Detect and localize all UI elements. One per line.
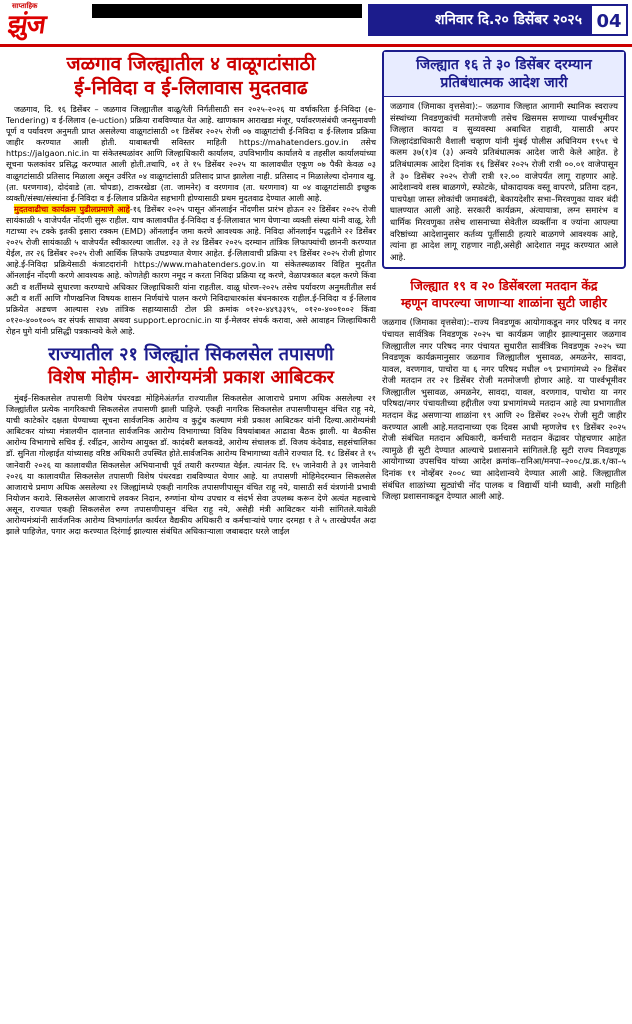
article1-para2 — [6, 204, 376, 337]
article3-para: जळगाव (जिमाका वृत्तसेवा):– जळगाव जिल्हात आगामी स्थानिक स्वराज्य संस्थांच्या निवडणुकांची मतमोजणी तसेच खिसमस सणाच्या पार्श्वभूमीवर जिल्हात कायदा व सुव्यवस्था अबाधित राहावी, यासाठी अपर जिल्हादंडाधिकारी वैशाली चव्हाण यांनी मुंबई पोलीस अधिनियम १९५१ चे कलम ३७(१)व (३) अन्वये प्रतिबंधात्मक आदेश जारी केले आहेत. हे प्रतिबंधात्मक आदेश दिनांक १६ डिसेंबर २०२५ रोजी रात्री ००.०१ वाजेपासून ते ३० डिसेंबर २०२५ रोजी रात्री १२.०० वाजेपर्यंत लागू राहणार आहे. आदेशान्वये शस्त्र बाळगणे, स्फोटके, धोकादायक वस्तू वापरणे, प्रतिमा दहन, पाचपेक्षा जास्त लोकांची जमावबंदी, बेकायदेशीर सभा–मिरवणुका यावर बंदी घालण्यात आली आहे. सरकारी कार्यक्रम, अंत्यायात्रा, लग्न समारंभ व धार्मिक मिरवणुका तसेच शासनाच्या सेवेतील व्यक्तींना व ज्यांना आपल्या वरिष्ठांच्या आदेशानुसार कर्तव्य पूर्तीसाठी हत्यारे बाळगणे आवश्यक आहे, त्यांना हा आदेश लागू राहणार नाही,असेही आदेशात नमूद करण्यात आले आहे. — [390, 101, 618, 262]
article4-headline — [382, 277, 626, 311]
article3-title — [384, 52, 624, 97]
masthead-tagline: साप्ताहिक — [12, 2, 38, 10]
issue-date: शनिवार दि.२० डिसेंबर २०२५ — [368, 4, 590, 36]
article1-headline-line2: ई-निविदा व ई-लिलावास मुदतवाढ — [74, 77, 308, 99]
article4-para: जळगाव (जिमाका वृत्तसेवा):–राज्य निवडणूक आयोगाकडून नगर परिषद व नगर पंचायत सार्वत्रिक निवडणूक २०२५ चा कार्यक्रम जाहीर झाल्यानुसार जळगाव जिल्ह्यातील नगर परिषद नगर पंचायत सुधारीत सार्वत्रिक निवडणूक २०२५ च्या निवडणूक कार्यक्रमानुसार जळगाव जिल्ह्यातील भुसावळ, अमळनेर, सावदा, यावल, वरणगाव, पाचोरा या ६ नगर परिषद मधील ०९ प्रभागांमध्ये २० डिसेंबर रोजी मतदान तर २१ डिसेंबर रोजी मतमोजणी होणार आहे. या पार्श्वभूमीवर जिल्ह्यातील भुसावळ, अमळनेर, सावदा, यावल, वरणगाव, पाचोरा या नगर परिषदा/नगर पंचायतीच्या हद्दीतील ज्या प्रभागांमध्ये मतदान आहे त्या प्रभागातील मतदान केंद्र असणाऱ्या शाळांना १९ आणि २० डिसेंबर २०२५ रोजी सुटी जाहीर करण्यात आली आहे.मतदानाच्या एक दिवस आधी म्हणजेच १९ डिसेंबर २०२५ रोजी संबंधित मतदान अधिकारी, कर्मचारी मतदान केंद्रावर पोहचणार आहेत त्यामुळे ही सुटी देण्यात आल्याचे प्रशासनाने सांगितले.हि सुटी राज्य निवडणूक आयोगाच्या उपसचिव यांच्या आदेश क्रमांक–रानिआ/मनपा–२००८/प्र.क्र.१/का–५ दिनांक ११ नोव्हेंबर २००८ च्या आदेशान्वये देण्यात आली आहे. जिल्ह्यातील संबंधित शाळांच्या सुट्यांची नोंद पालक व विद्यार्थी यांनी घ्यावी, अशी माहिती जिल्हा प्रशासनाकडून देण्यात आली आहे. — [382, 317, 626, 502]
article3-body — [390, 101, 618, 263]
article1-highlight: मुदतवाढीचा कार्यक्रम पुढीलप्रमाणे आहे — [14, 203, 130, 214]
article3-box — [382, 50, 626, 269]
article3-title-line1: जिल्ह्यात १६ ते ३० डिसेंबर दरम्यान — [416, 57, 592, 73]
header-divider — [0, 44, 632, 47]
article2-para: मुंबई–सिकलसेल तपासणी विशेष पंधरवडा मोहिमेअंतर्गत राज्यातील सिकलसेल आजाराचे प्रमाण अधिक असलेल्या २१ जिल्ह्यांतील प्रत्येक नागरिकाची सिकलसेल तपासणी झाली पाहिजे. एकही नागरिक सिकलसेल तपासणीपासून वंचित राहू नये, याची काटेकोर दक्षता घेण्याच्या सूचना सार्वजनिक आरोग्य व कुटुंब कल्याण मंत्री प्रकाश आबिटकर यांनी दिल्या.आरोग्यमंत्री आबिटकर यांच्या मंत्रालयीन दालनात सार्वजनिक आरोग्य विभागाच्या विविध विषयांबाबत आढावा बैठक झाली. या बैठकीस आरोग्य विभागाचे सचिव ई. रवींद्रन, आरोग्य आयुक्त डॉ. कादंबरी बलकवडे, आरोग्य संचालक डॉ. विजय कंदेवाड, सहसंचालिका डॉ. सुनिता गोल्हाईत यांच्यासह वरिष्ठ अधिकारी उपस्थित होते.सार्वजनिक आरोग्य विभागाच्या वतीने राज्यात दि. १८ डिसेंबर ते १५ जानेवारी २०२६ या कालावधीत सिकलसेल अभियानाची पूर्व तयारी करण्यात येईल. त्यानंतर दि. १५ जानेवारी ते ३१ जानेवारी २०२६ या कालावधीत सिकलसेल तपासणी विशेष पंधरवडा राबविण्यात येणार आहे. या तपासणी मोहिमेदरम्यान सिकलसेल आजाराचे प्रमाण अधिक असलेल्या २१ जिल्ह्यांमध्ये एकही नागरिक तपासणीपासून वंचित राहू नये, यासाठी सर्व यंत्रणांनी प्रभावी नियोजन करावे. सिकलसेल आजाराचे लवकर निदान, रुग्णांना योग्य उपचार व संदर्भ सेवा उपलब्ध करून देणे अत्यंत महत्त्वाचे असून, राज्यात एकही सिकलसेल रुग्ण तपासणीपासून वंचित राहू नये, असेही मंत्री आबिटकर यांनी सांगितले.यावेळी आरोग्यमंत्र्यांनी सार्वजनिक आरोग्य विभागांतर्गत कार्यरत वैद्यकीय अधिकारी व कर्मचाऱ्यांचे पगार दरमहा १ ते ५ तारखेपर्यंत अदा झाले पाहिजेत, पगार अदा करण्यात दिरंगाई झाल्यास संबंधित अधिकाऱ्याला जबाबदार धरले जाईल — [6, 392, 376, 537]
article2-body — [6, 393, 376, 537]
article4-body — [382, 317, 626, 503]
article2-headline — [6, 343, 376, 389]
article4-headline-line2: म्हणून वापरल्या जाणाऱ्या शाळांना सुटी जाहीर — [400, 295, 608, 311]
article1-para2-text: -१६ डिसेंबर २०२५ पासून ऑनलाईन नोंदणीस प्रारंभ होऊन २२ डिसेंबर २०२५ रोजी सायंकाळी ५ वाजेपर्यंत नोंदणी सुरू राहील. याच कालावधीत ई-निविदा व ई-लिलावात भाग घेणाऱ्या व्यक्ती संस्था यांनी वाळू, रेती गटाच्या २५ टक्के इतकी इसारा रक्कम (EMD) ऑनलाईन जमा करणे आवश्यक आहे. निविदा ऑनलाईन पद्धतीने २२ डिसेंबर २०२५ रोजी सायंकाळी ५ वाजेपर्यंत स्वीकारल्या जातील. २३ ते २४ डिसेंबर २०२५ दरम्यान तांत्रिक लिफाफ्यांची छाननी करण्यात येईल, तर २६ डिसेंबर २०२५ रोजी आर्थिक लिफाफे उघडण्यात येणार आहेत. ई-लिलावाची प्रक्रिया २९ डिसेंबर २०२५ रोजी होणार आहे.ई-निविदा प्रक्रियेसाठी कंत्राटदारांनी https://www.mahatenders.gov.in या संकेतस्थळावर विहित मुदतीत ऑनलाईन नोंदणी करणे आवश्यक आहे. कोणतेही कारण नमूद न करता निविदा प्रक्रिया रद्द करणे, वेळापत्रकात बदल करणे किंवा अटी व शर्तींमध्ये सुधारणा करण्याचे अधिकार जिल्हाधिकारी यांना राहतील. वाळू धोरण-२०२५ तसेच पर्यावरण अनुमतीतील सर्व अटी व शर्ती आणि गौणखनिज विषयक शासन निर्णयांचे पालन करणे निविदाधारकांस बंधनकारक राहील.ई-निविदा व ई-लिलाव प्रक्रियेत अडचण आल्यास २४७ तांत्रिक सहाय्यासाठी टोल फ्री क्रमांक ०१२०-४४९३३९५, ०१२०-४००१००२ किंवा ०१२०-४००१००५ वर संपर्क साधावा अथवा support.eprocnic.in या ई-मेलवर संपर्क करावा, असे आवाहन जिल्हाधिकारी रोहन घुगे यांनी प्रसिद्धी पत्रकान्वये केले आहे. — [6, 203, 376, 336]
masthead — [0, 0, 632, 46]
newspaper-logo — [4, 2, 88, 42]
right-column — [382, 50, 626, 503]
article3-title-line2: प्रतिबंधात्मक आदेश जारी — [440, 75, 568, 91]
article4-headline-line1: जिल्ह्यात १९ व २० डिसेंबरला मतदान केंद्र — [410, 278, 598, 294]
article1-body — [6, 104, 376, 337]
article1-para1: जळगाव, दि. १६ डिसेंबर – जळगाव जिल्ह्यातील वाळू/रेती निर्गतीसाठी सन २०२५-२०२६ या वर्षाकरिता ई-निविदा (e-Tendering) व ई-लिलाव (e-uction) प्रक्रिया राबविण्यात येत आहे. खाणकाम आराखडा मंजूर, पर्यावरणसंबंधी जनसुनावणी पूर्ण व पर्यावरण अनुमती प्राप्त असलेल्या वाळूगटांसाठी ०१ डिसेंबर २०२५ रोजी ०७ वाळूगटांची ई-निविदा व ई-लिलाव प्रक्रिया जाहीर करण्यात आली होती. याबाबतची सविस्तर माहिती https://mahatenders.gov.in तसेच https://jalgaon.nic.in या संकेतस्थळांवर आणि जिल्हाधिकारी कार्यालय, उपविभागीय कार्यालये व तहसील कार्यालयांच्या सूचना फलकांवर प्रसिद्ध करण्यात आली होती.तथापि, ०१ ते १५ डिसेंबर २०२५ या कालावधीत एकूण ०७ पैकी केवळ ०३ वाळूगटांसाठी प्रतिसाद मिळाला असून उर्वरित ०४ वाळूगटांसाठी प्रतिसाद प्राप्त झालेला नाही. प्रतिसाद न मिळालेल्या दोनगाव खु. (ता. धरणगाव), दोदंवाडे (ता. चोपडा), टाकरखेडा (ता. जामनेर) व वरणगाव (ता. धरणगाव) या ०४ वाळूगटांसाठी इच्छुक व्यक्ती/संस्था/संस्थांना ई-निविदा व ई-लिलाव प्रक्रियेत सहभागी होण्यासाठी प्रथम मुदतवाढ देण्यात आली आहे. — [6, 104, 376, 203]
masthead-name: झुंज — [5, 10, 48, 40]
left-column — [6, 50, 376, 537]
page-number: 04 — [590, 4, 628, 36]
article2-headline-line1: राज्यातील २१ जिल्ह्यांत सिकलसेल तपासणी — [48, 343, 334, 365]
article1-headline — [6, 52, 376, 100]
article1-headline-line1: जळगाव जिल्ह्यातील ४ वाळूगटांसाठी — [66, 53, 316, 75]
article2-headline-line2: विशेष मोहीम- आरोग्यमंत्री प्रकाश आबिटकर — [47, 366, 335, 388]
masthead-rule — [92, 4, 362, 18]
